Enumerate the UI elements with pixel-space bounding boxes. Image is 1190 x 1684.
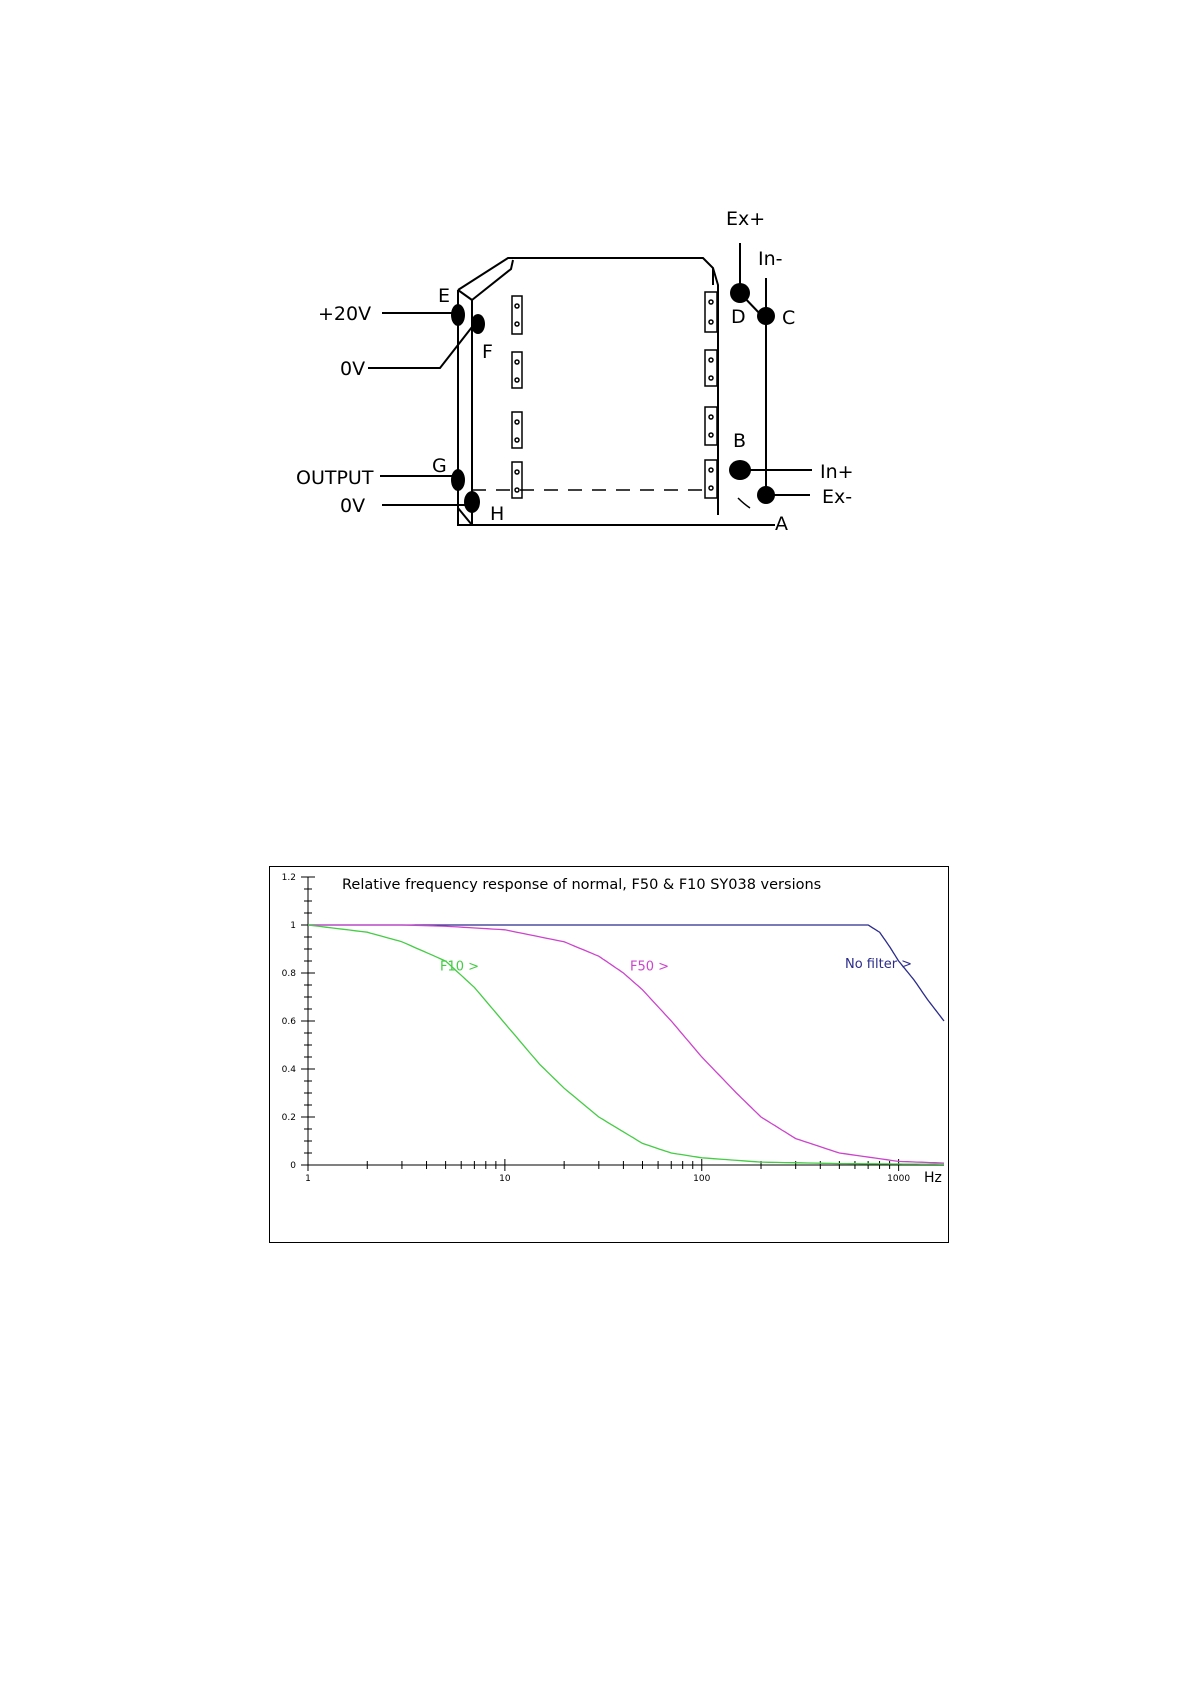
wiring-diagram [0, 0, 1190, 600]
small-tick [738, 498, 750, 508]
terminal-dot-g [451, 469, 465, 491]
terminal-dot-h [464, 491, 480, 513]
terminal-label-b: B [733, 430, 747, 452]
chart-series-labels [440, 957, 912, 974]
terminal-label-a: A [775, 513, 788, 535]
terminal-dot-c [757, 307, 775, 325]
x-tick-label: 1 [305, 1174, 311, 1184]
terminal-dot-d [730, 283, 750, 303]
y-tick-label: 0.4 [281, 1065, 296, 1075]
y-tick-label: 1.2 [281, 873, 296, 883]
y-tick-label: 0.6 [281, 1017, 296, 1027]
signal-label-0v-bottom: 0V [340, 495, 366, 517]
x-tick-label: 100 [693, 1174, 711, 1184]
series-label-0: No filter > [845, 957, 913, 973]
terminal-dots [451, 283, 775, 513]
terminal-label-f: F [482, 341, 493, 363]
housing-outline [458, 258, 775, 525]
y-tick-label: 0.2 [281, 1113, 296, 1123]
series-label-2: F10 > [440, 959, 480, 975]
x-tick-label: 1000 [887, 1174, 911, 1184]
signal-label-plus20v: +20V [318, 303, 372, 325]
terminal-dot-a [757, 486, 775, 504]
terminal-label-d: D [731, 306, 746, 328]
signal-label-0v-top: 0V [340, 358, 366, 380]
series-line-0 [308, 925, 944, 1021]
y-tick-label: 0 [290, 1161, 296, 1171]
connector-blocks-right [705, 292, 717, 498]
y-tick-label: 1 [290, 921, 296, 931]
signal-label-ex-plus: Ex+ [726, 208, 766, 230]
terminal-dot-f [471, 314, 485, 334]
x-tick-label: 10 [499, 1174, 511, 1184]
series-label-1: F50 > [630, 959, 670, 975]
signal-label-in-minus: In- [758, 248, 783, 270]
right-leads [740, 243, 812, 495]
terminal-dot-b [729, 460, 751, 480]
frequency-response-chart [269, 866, 949, 1243]
signal-label-in-plus: In+ [820, 461, 854, 483]
terminal-dot-e [451, 304, 465, 326]
signal-label-ex-minus: Ex- [822, 486, 853, 508]
x-axis-label: Hz [924, 1170, 942, 1186]
chart-title: Relative frequency response of normal, F50 & F10 SY038 versions [342, 877, 822, 893]
terminal-label-h: H [490, 503, 505, 525]
chart-canvas [270, 867, 950, 1244]
connector-blocks-left [512, 296, 522, 498]
chart-axes [282, 873, 944, 1186]
terminal-label-g: G [432, 455, 447, 477]
terminal-label-e: E [438, 285, 451, 307]
terminal-label-c: C [782, 307, 796, 329]
y-tick-label: 0.8 [281, 969, 296, 979]
signal-label-output: OUTPUT [296, 467, 374, 489]
